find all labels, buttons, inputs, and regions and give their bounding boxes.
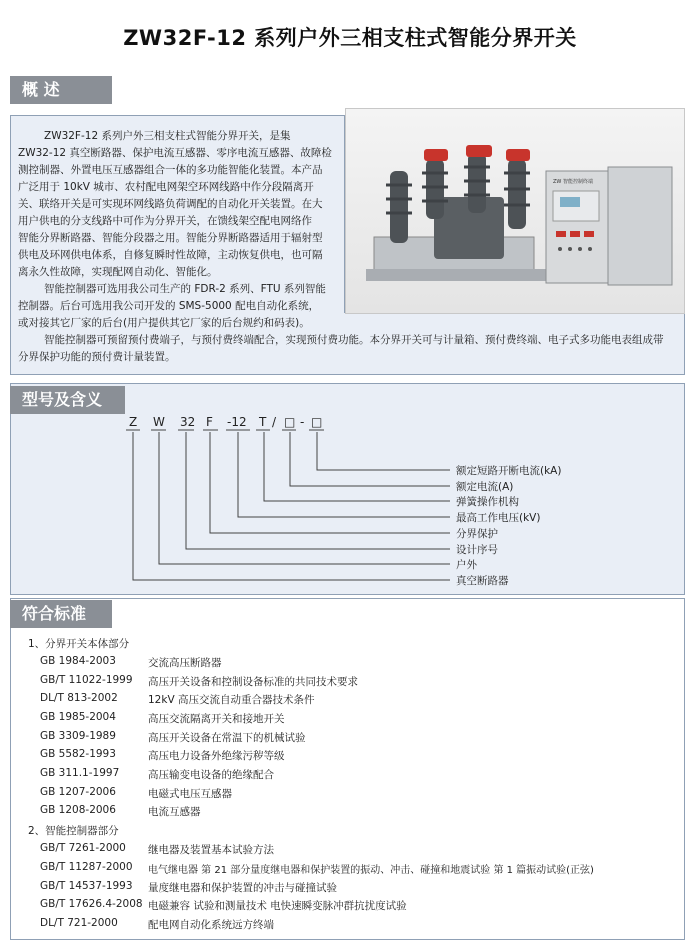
code-char: F bbox=[206, 415, 213, 429]
standard-code: GB/T 14537-1993 bbox=[40, 880, 133, 892]
overview-line: 分界保护功能的预付费计量装置。 bbox=[18, 351, 176, 363]
standards-group-title: 2、智能控制器部分 bbox=[28, 825, 119, 837]
overview-line: 供电及环网供电体系，自修复瞬时性故障，主动恢复供电，也可隔 bbox=[18, 249, 323, 261]
standard-code: GB/T 11022-1999 bbox=[40, 674, 133, 686]
code-char: - bbox=[300, 415, 305, 429]
code-char: □ bbox=[311, 415, 323, 429]
meaning-item: 设计序号 bbox=[456, 544, 498, 556]
section-header-model: 型号及含义 bbox=[10, 386, 125, 414]
standard-name: 高压交流隔离开关和接地开关 bbox=[148, 713, 285, 725]
standard-name: 电磁兼容 试验和测量技术 电快速瞬变脉冲群抗扰度试验 bbox=[148, 900, 407, 912]
overview-line: ZW32F-12 系列户外三相支柱式智能分界开关，是集 bbox=[44, 130, 291, 142]
code-char: / bbox=[272, 415, 277, 429]
code-char: T bbox=[259, 415, 267, 429]
overview-line: 关、联络开关是可实现环网线路负荷调配的自动化开关装置。在大 bbox=[18, 198, 323, 210]
standard-name: 高压开关设备在常温下的机械试验 bbox=[148, 732, 306, 744]
overview-line: 用户供电的分支线路中可作为分界开关，在馈线架空配电网络作 bbox=[18, 215, 312, 227]
standard-name: 配电网自动化系统远方终端 bbox=[148, 919, 274, 931]
standard-name: 电磁式电压互感器 bbox=[148, 788, 232, 800]
meaning-item: 弹簧操作机构 bbox=[456, 496, 519, 508]
standard-name: 高压开关设备和控制设备标准的共同技术要求 bbox=[148, 676, 358, 688]
standard-name: 高压输变电设备的绝缘配合 bbox=[148, 769, 274, 781]
meaning-item: 额定电流(A) bbox=[456, 481, 514, 493]
standard-code: GB/T 11287-2000 bbox=[40, 861, 133, 873]
code-char: -12 bbox=[227, 415, 247, 429]
standard-code: GB 1207-2006 bbox=[40, 786, 116, 798]
meaning-item: 最高工作电压(kV) bbox=[456, 512, 541, 524]
standard-name: 12kV 高压交流自动重合器技术条件 bbox=[148, 694, 315, 706]
code-char: 32 bbox=[180, 415, 196, 429]
standard-name: 电流互感器 bbox=[148, 806, 201, 818]
overview-line: 离永久性故障，实现配网自动化、智能化。 bbox=[18, 266, 218, 278]
standard-code: GB/T 17626.4-2008 bbox=[40, 898, 143, 910]
standard-code: GB 1208-2006 bbox=[40, 804, 116, 816]
standard-name: 继电器及装置基本试验方法 bbox=[148, 844, 274, 856]
page-title: ZW32F-12 系列户外三相支柱式智能分界开关 bbox=[123, 26, 577, 50]
meaning-item: 额定短路开断电流(kA) bbox=[456, 465, 562, 477]
overview-line: 控制器。后台可选用我公司开发的 SMS-5000 配电自动化系统， bbox=[18, 300, 320, 312]
standard-name: 高压电力设备外绝缘污秽等级 bbox=[148, 750, 285, 762]
standard-code: DL/T 721-2000 bbox=[40, 917, 118, 929]
overview-line: 智能分界断路器、智能分段器之用。智能分界断路器适用于辐射型 bbox=[18, 232, 323, 244]
standards-group-title: 1、分界开关本体部分 bbox=[28, 638, 130, 650]
overview-line: 测控制器、外置电压互感器组合一体的多功能智能化装置。本产品 bbox=[18, 164, 323, 176]
code-char: □ bbox=[284, 415, 296, 429]
standard-code: GB 3309-1989 bbox=[40, 730, 116, 742]
standard-name: 电气继电器 第 21 部分量度继电器和保护装置的振动、冲击、碰撞和地震试验 第 1 篇振动试验(正弦) bbox=[148, 865, 594, 876]
standard-name: 交流高压断路器 bbox=[148, 657, 222, 669]
standard-code: GB 1985-2004 bbox=[40, 711, 116, 723]
section-header-standards: 符合标准 bbox=[10, 600, 112, 628]
standard-code: GB 5582-1993 bbox=[40, 748, 116, 760]
standard-code: GB/T 7261-2000 bbox=[40, 842, 126, 854]
meaning-item: 真空断路器 bbox=[456, 575, 509, 587]
standard-code: DL/T 813-2002 bbox=[40, 692, 118, 704]
meaning-item: 户外 bbox=[456, 559, 477, 571]
meaning-item: 分界保护 bbox=[456, 528, 498, 540]
section-header-overview: 概 述 bbox=[10, 76, 112, 104]
code-char: W bbox=[153, 415, 165, 429]
standard-code: GB 1984-2003 bbox=[40, 655, 116, 667]
code-char: Z bbox=[129, 415, 138, 429]
overview-line: 智能控制器可预留预付费端子，与预付费终端配合，实现预付费功能。本分界开关可与计量箱、预付费终端、电子式多功能电表组成带 bbox=[44, 334, 664, 346]
overview-line: ZW32-12 真空断路器、保护电流互感器、零序电流互感器、故障检 bbox=[18, 147, 332, 159]
standard-name: 量度继电器和保护装置的冲击与碰撞试验 bbox=[148, 882, 337, 894]
controller-label: ZW 智能控制终端 bbox=[553, 179, 593, 185]
overview-line: 智能控制器可选用我公司生产的 FDR-2 系列、FTU 系列智能 bbox=[44, 283, 326, 295]
overview-line: 广泛用于 10kV 城市、农村配电网架空环网线路中作分段隔离开 bbox=[18, 181, 314, 193]
standard-code: GB 311.1-1997 bbox=[40, 767, 120, 779]
overview-line: 或对接其它厂家的后台(用户提供其它厂家的后台规约和码表)。 bbox=[18, 317, 310, 329]
